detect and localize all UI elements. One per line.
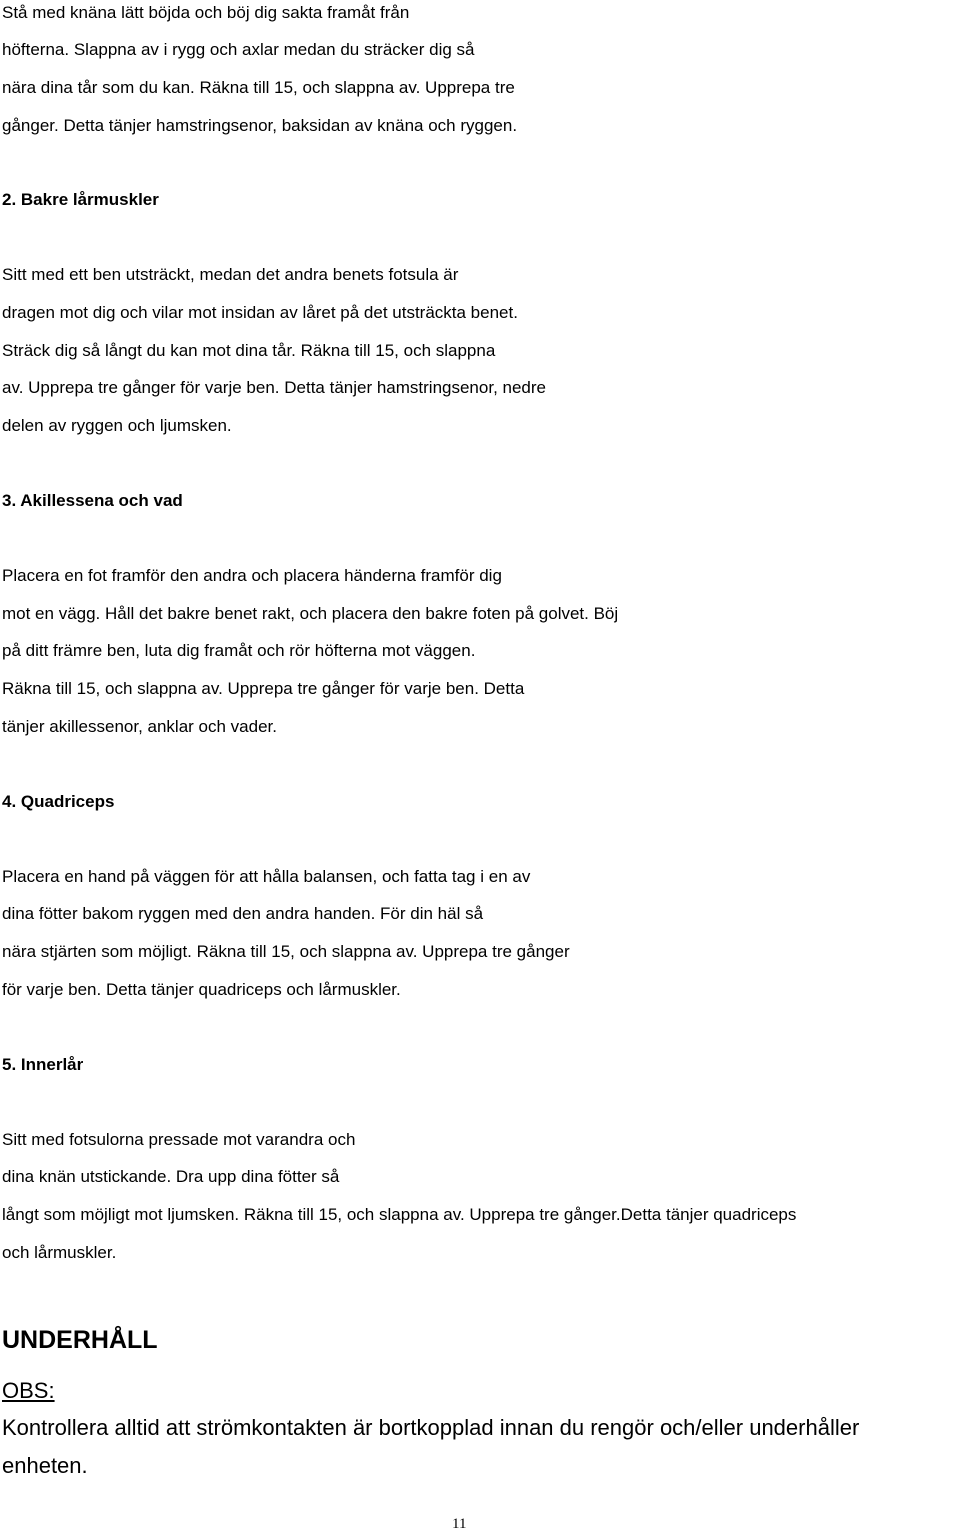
text-line: Sitt med ett ben utsträckt, medan det andra benets fotsula är bbox=[2, 265, 459, 284]
text-line: för varje ben. Detta tänjer quadriceps och lårmuskler. bbox=[2, 980, 401, 999]
obs-label: OBS: bbox=[2, 1378, 55, 1403]
text-line: Stå med knäna lätt böjda och böj dig sakta framåt från bbox=[2, 3, 410, 22]
exercise-heading: 4. Quadriceps bbox=[2, 792, 115, 811]
text-line: nära dina tår som du kan. Räkna till 15, och slappna av. Upprepa tre bbox=[2, 78, 515, 97]
section-title: UNDERHÅLL bbox=[2, 1326, 158, 1354]
text-line: av. Upprepa tre gånger för varje ben. Detta tänjer hamstringsenor, nedre bbox=[2, 378, 546, 397]
text-line: långt som möjligt mot ljumsken. Räkna till 15, och slappna av. Upprepa tre gånger.Detta tänjer quadriceps bbox=[2, 1205, 797, 1224]
text-line: nära stjärten som möjligt. Räkna till 15, och slappna av. Upprepa tre gånger bbox=[2, 942, 570, 961]
text-line: på ditt främre ben, luta dig framåt och rör höfterna mot väggen. bbox=[2, 641, 476, 660]
exercise-heading: 3. Akillessena och vad bbox=[2, 491, 183, 510]
text-line: och lårmuskler. bbox=[2, 1243, 117, 1262]
text-line: Placera en fot framför den andra och placera händerna framför dig bbox=[2, 566, 502, 585]
text-line: mot en vägg. Håll det bakre benet rakt, och placera den bakre foten på golvet. Böj bbox=[2, 604, 619, 623]
page-number: 11 bbox=[452, 1516, 467, 1532]
text-line: Räkna till 15, och slappna av. Upprepa tre gånger för varje ben. Detta bbox=[2, 679, 525, 698]
exercise-heading: 5. Innerlår bbox=[2, 1055, 84, 1074]
text-line: Placera en hand på väggen för att hålla balansen, och fatta tag i en av bbox=[2, 867, 531, 886]
warning-text: Kontrollera alltid att strömkontakten är bortkopplad innan du rengör och/eller underhåller bbox=[2, 1415, 860, 1440]
text-line: dina knän utstickande. Dra upp dina fötter så bbox=[2, 1167, 340, 1186]
text-line: delen av ryggen och ljumsken. bbox=[2, 416, 232, 435]
text-line: dragen mot dig och vilar mot insidan av låret på det utsträckta benet. bbox=[2, 303, 518, 322]
text-line: Sträck dig så långt du kan mot dina tår. Räkna till 15, och slappna bbox=[2, 341, 496, 360]
text-line: gånger. Detta tänjer hamstringsenor, baksidan av knäna och ryggen. bbox=[2, 116, 518, 135]
text-line: dina fötter bakom ryggen med den andra handen. För din häl så bbox=[2, 904, 484, 923]
text-line: tänjer akillessenor, anklar och vader. bbox=[2, 717, 277, 736]
warning-text: enheten. bbox=[2, 1453, 88, 1478]
text-line: Sitt med fotsulorna pressade mot varandra och bbox=[2, 1130, 356, 1149]
exercise-heading: 2. Bakre lårmuskler bbox=[2, 190, 159, 209]
text-line: höfterna. Slappna av i rygg och axlar medan du sträcker dig så bbox=[2, 40, 475, 59]
